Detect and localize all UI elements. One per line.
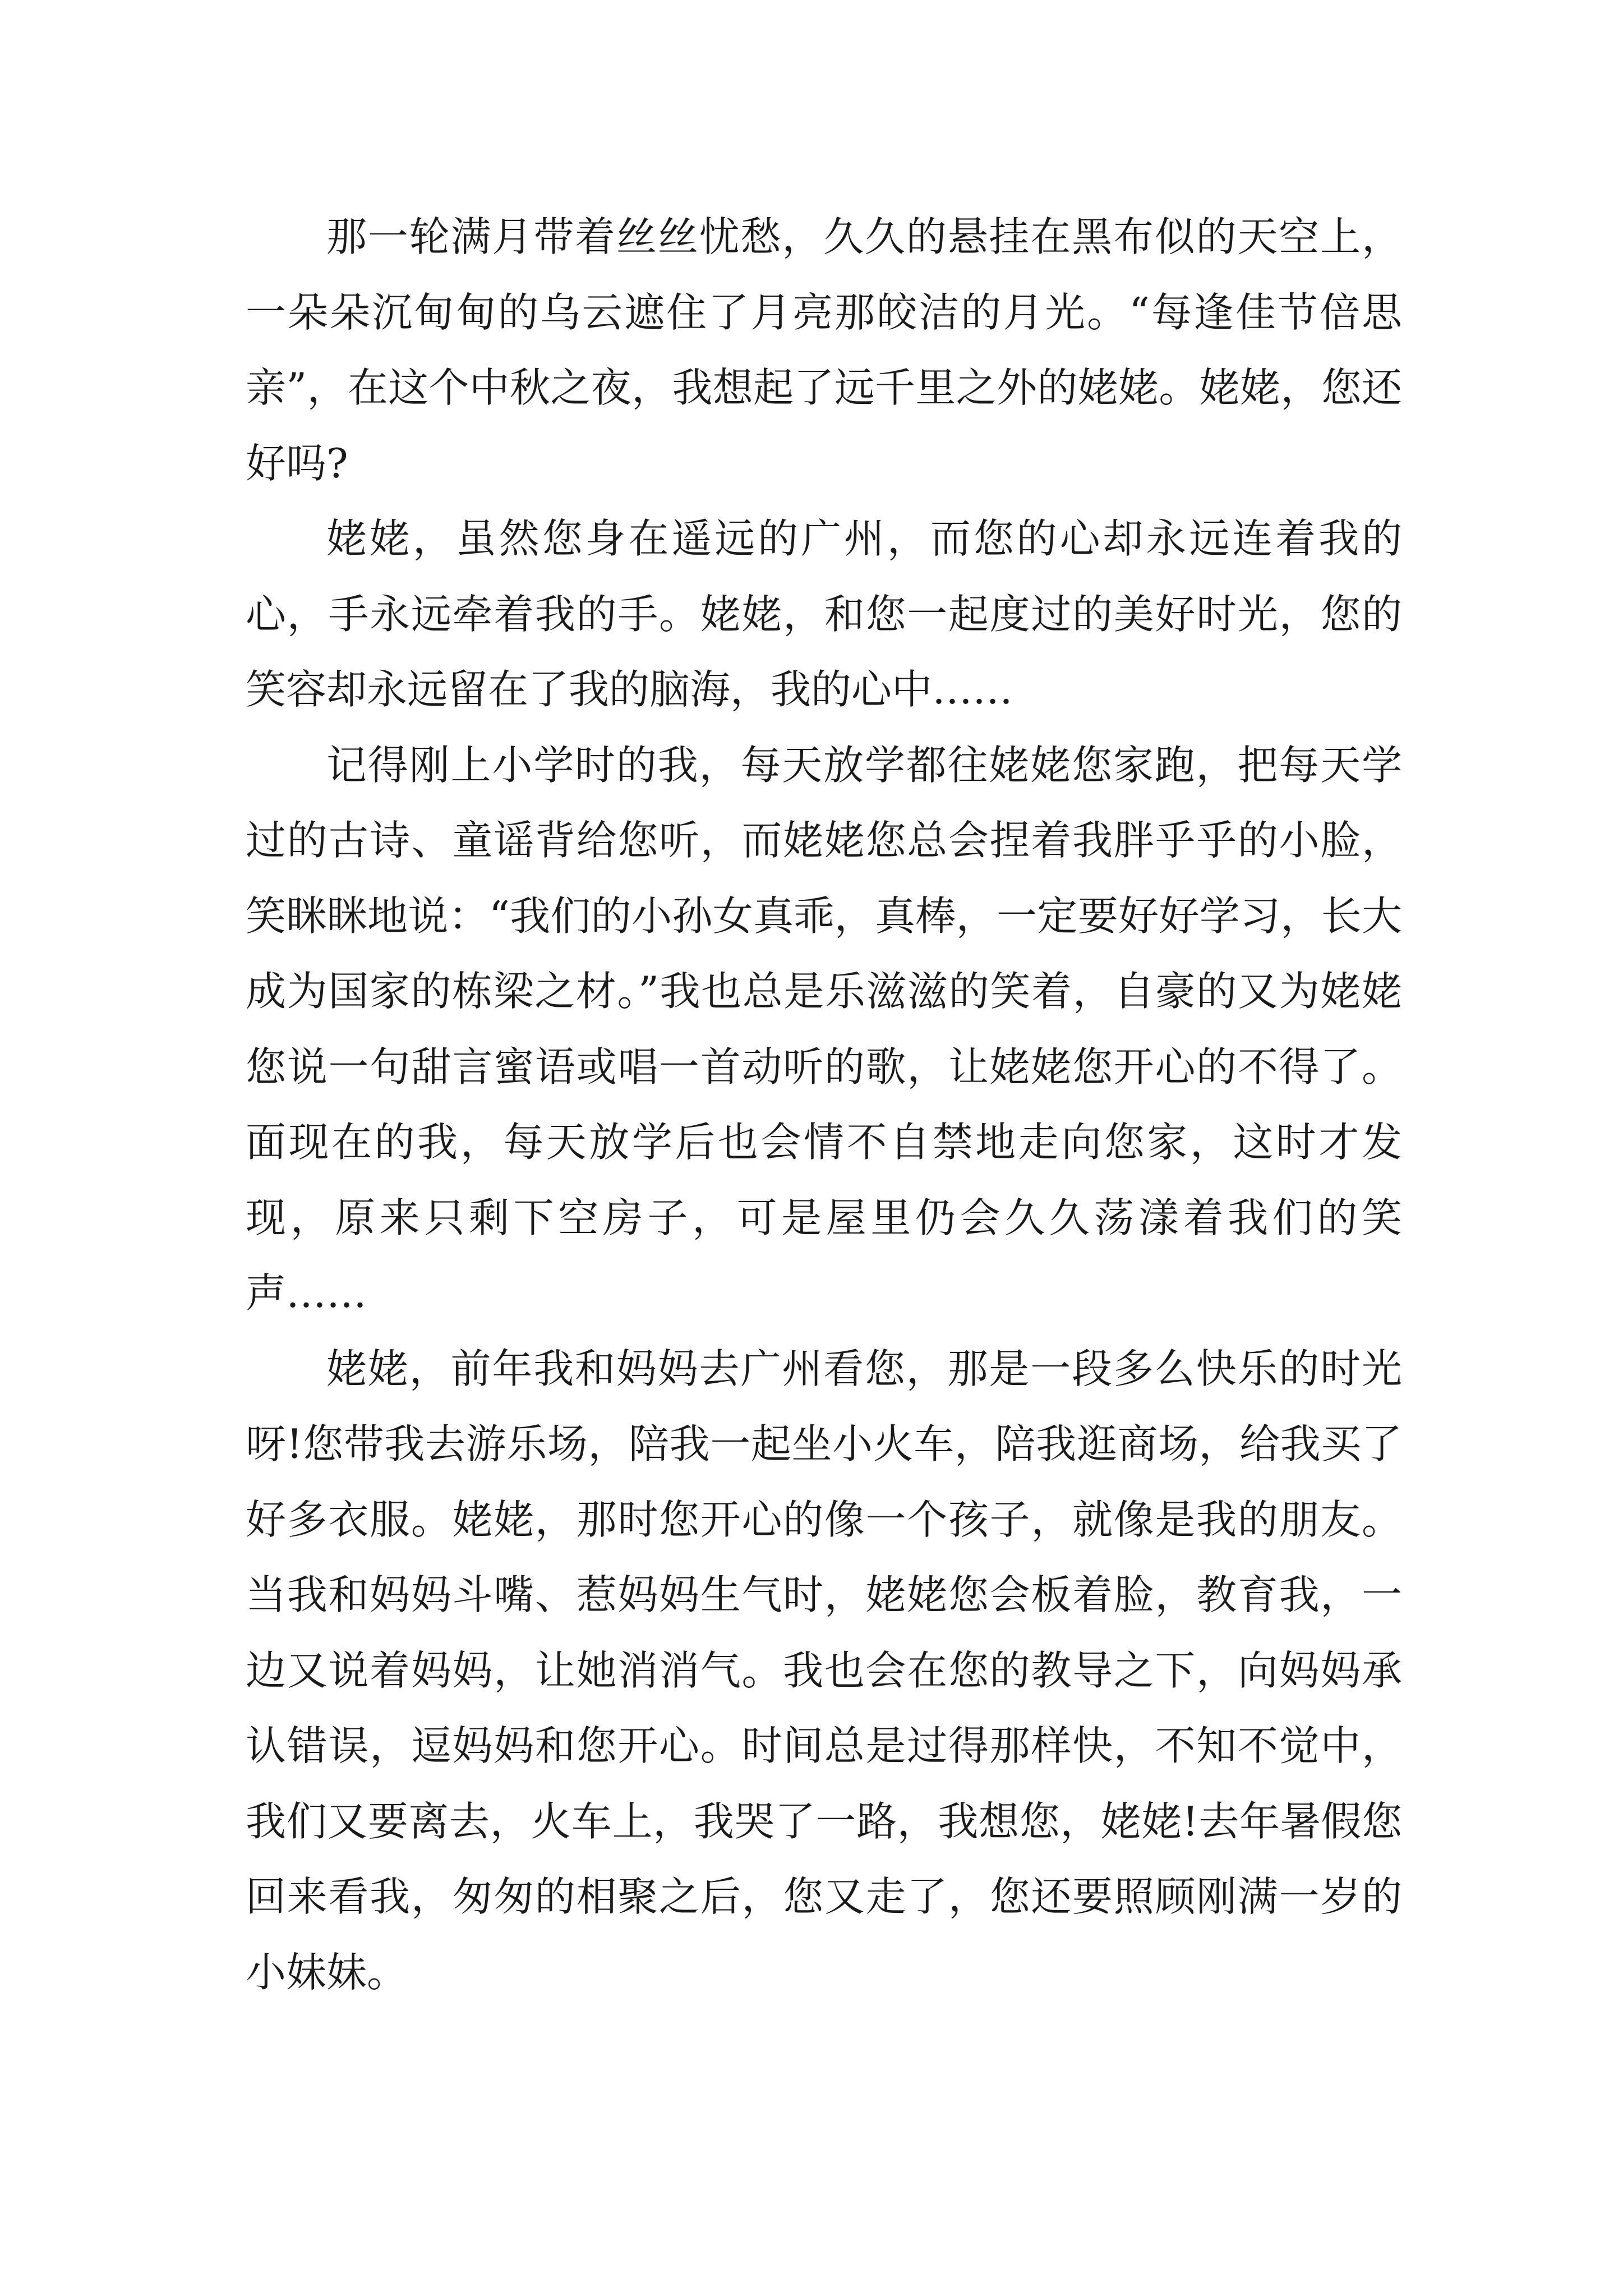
paragraph-2: 姥姥，虽然您身在遥远的广州，而您的心却永远连着我的心，手永远牵着我的手。姥姥，和您一起度过的美好时光，您的笑容却永远留在了我的脑海，我的心中……	[246, 515, 1402, 713]
document-body	[246, 199, 1402, 2010]
paragraph-4: 姥姥，前年我和妈妈去广州看您，那是一段多么快乐的时光呀!您带我去游乐场，陪我一起坐小火车，陪我逛商场，给我买了好多衣服。姥姥，那时您开心的像一个孩子，就像是我的朋友。当我和妈妈斗嘴、惹妈妈生气时，姥姥您会板着脸，教育我，一边又说着妈妈，让她消消气。我也会在您的教导之下，向妈妈承认错误，逗妈妈和您开心。时间总是过得那样快，不知不觉中，我们又要离去，火车上，我哭了一路，我想您，姥姥!去年暑假您回来看我，匆匆的相聚之后，您又走了，您还要照顾刚满一岁的小妹妹。	[246, 1345, 1402, 1996]
paragraph-3: 记得刚上小学时的我，每天放学都往姥姥您家跑，把每天学过的古诗、童谣背给您听，而姥姥您总会捏着我胖乎乎的小脸，笑眯眯地说：“我们的小孙女真乖，真棒，一定要好好学习，长大成为国家的栋梁之材。”我也总是乐滋滋的笑着，自豪的又为姥姥您说一句甜言蜜语或唱一首动听的歌，让姥姥您开心的不得了。面现在的我，每天放学后也会情不自禁地走向您家，这时才发现，原来只剩下空房子，可是屋里仍会久久荡漾着我们的笑声……	[246, 741, 1402, 1317]
paragraph-1: 那一轮满月带着丝丝忧愁，久久的悬挂在黑布似的天空上，一朵朵沉甸甸的乌云遮住了月亮那皎洁的月光。“每逢佳节倍思亲”，在这个中秋之夜，我想起了远千里之外的姥姥。姥姥，您还好吗?	[246, 213, 1402, 487]
